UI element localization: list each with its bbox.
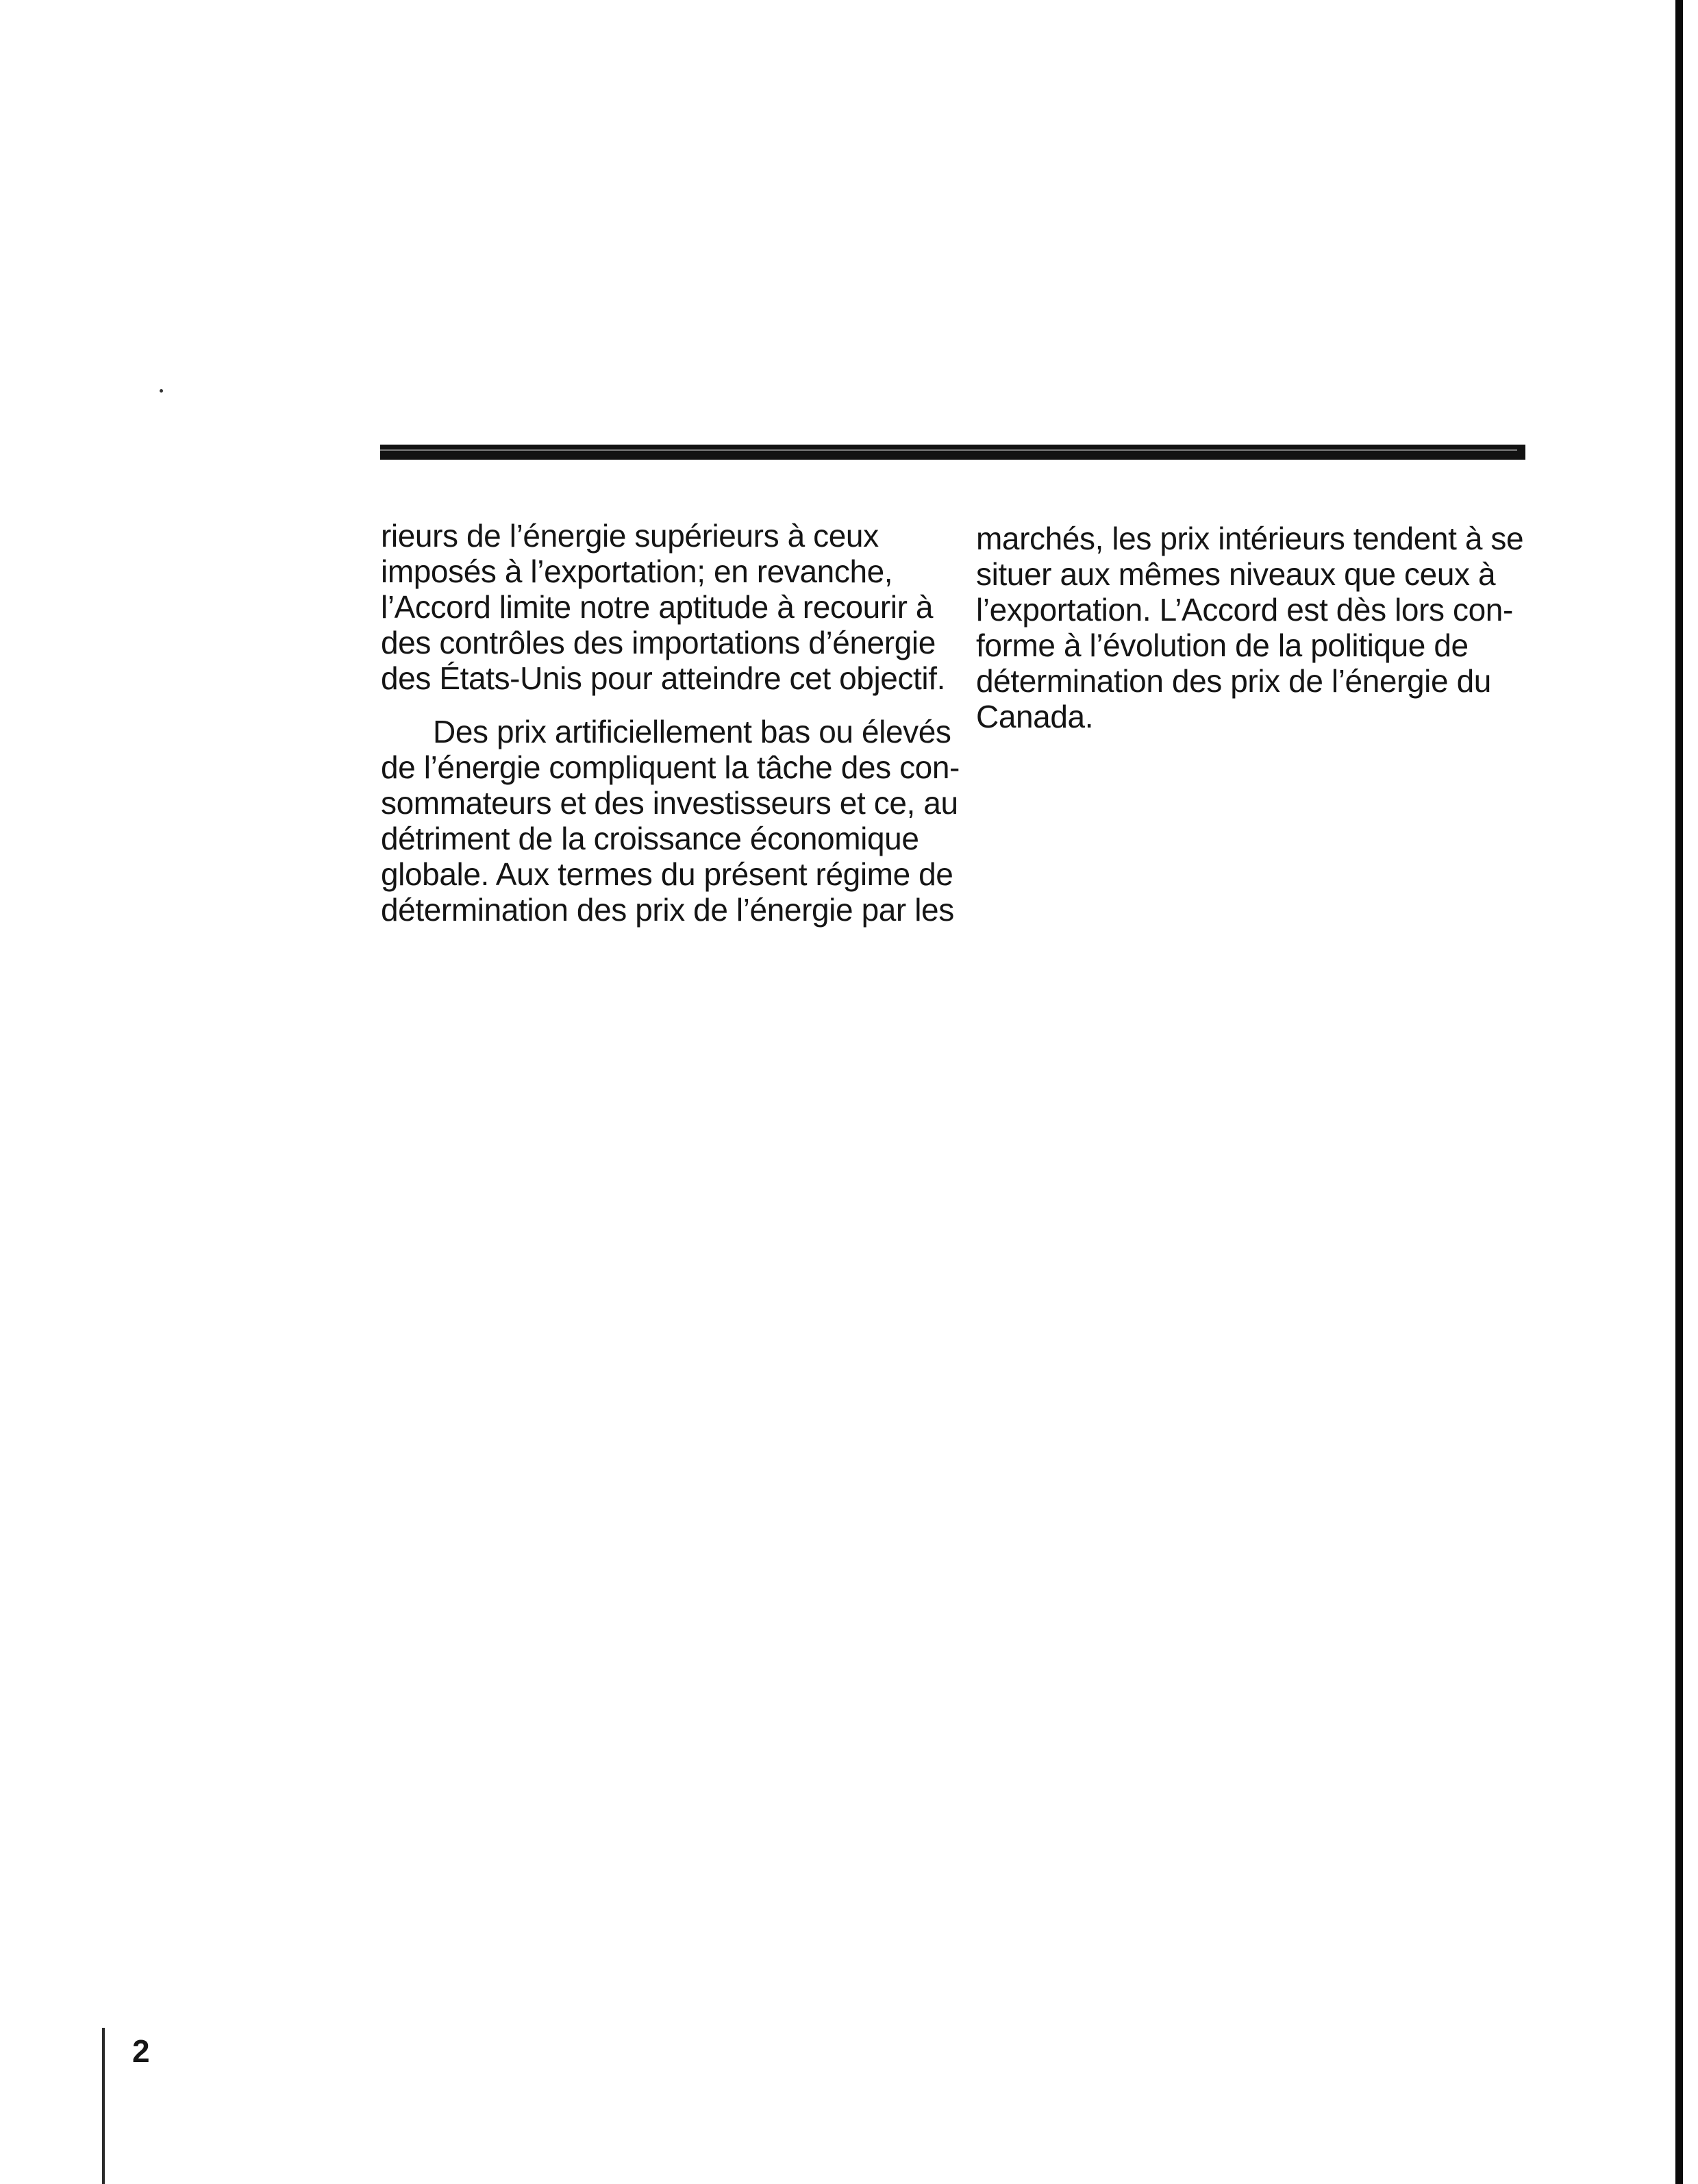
text-line: sommateurs et des investisseurs et ce, au (381, 785, 958, 821)
text-line: de l’énergie compliquent la tâche des con- (381, 749, 960, 785)
text-line: situer aux mêmes niveaux que ceux à (976, 556, 1496, 592)
text-line: imposés à l’exportation; en revanche, (381, 554, 893, 589)
text-line: l’exportation. L’Accord est dès lors con- (976, 592, 1513, 628)
paragraph-gap (381, 696, 942, 714)
text-line: globale. Aux termes du présent régime de (381, 856, 953, 892)
left-paragraph-1 (381, 518, 946, 696)
text-line: Des prix artificiellement bas ou élevés (433, 714, 951, 749)
text-line: des contrôles des importations d’énergie (381, 625, 936, 660)
left-column (381, 518, 960, 928)
margin-bar (102, 2028, 105, 2184)
header-rule-highlight (380, 449, 1517, 451)
page-edge-border (1675, 0, 1683, 2184)
scan-speck (160, 389, 163, 393)
header-rule (380, 445, 1525, 460)
left-paragraph-2 (381, 714, 960, 928)
text-line: détermination des prix de l’énergie du (976, 663, 1491, 699)
right-paragraph-1 (976, 521, 1538, 734)
text-line: détermination des prix de l’énergie par les (381, 892, 954, 928)
page-number: 2 (132, 2033, 150, 2069)
text-line: détriment de la croissance économique (381, 821, 919, 856)
text-line: des États-Unis pour atteindre cet objectif. (381, 660, 946, 696)
text-line: l’Accord limite notre aptitude à recourir à (381, 589, 934, 625)
text-line: forme à l’évolution de la politique de (976, 628, 1469, 663)
text-line: marchés, les prix intérieurs tendent à se (976, 521, 1524, 556)
text-line: Canada. (976, 699, 1094, 734)
text-line: rieurs de l’énergie supérieurs à ceux (381, 518, 879, 554)
right-column (976, 521, 1538, 734)
